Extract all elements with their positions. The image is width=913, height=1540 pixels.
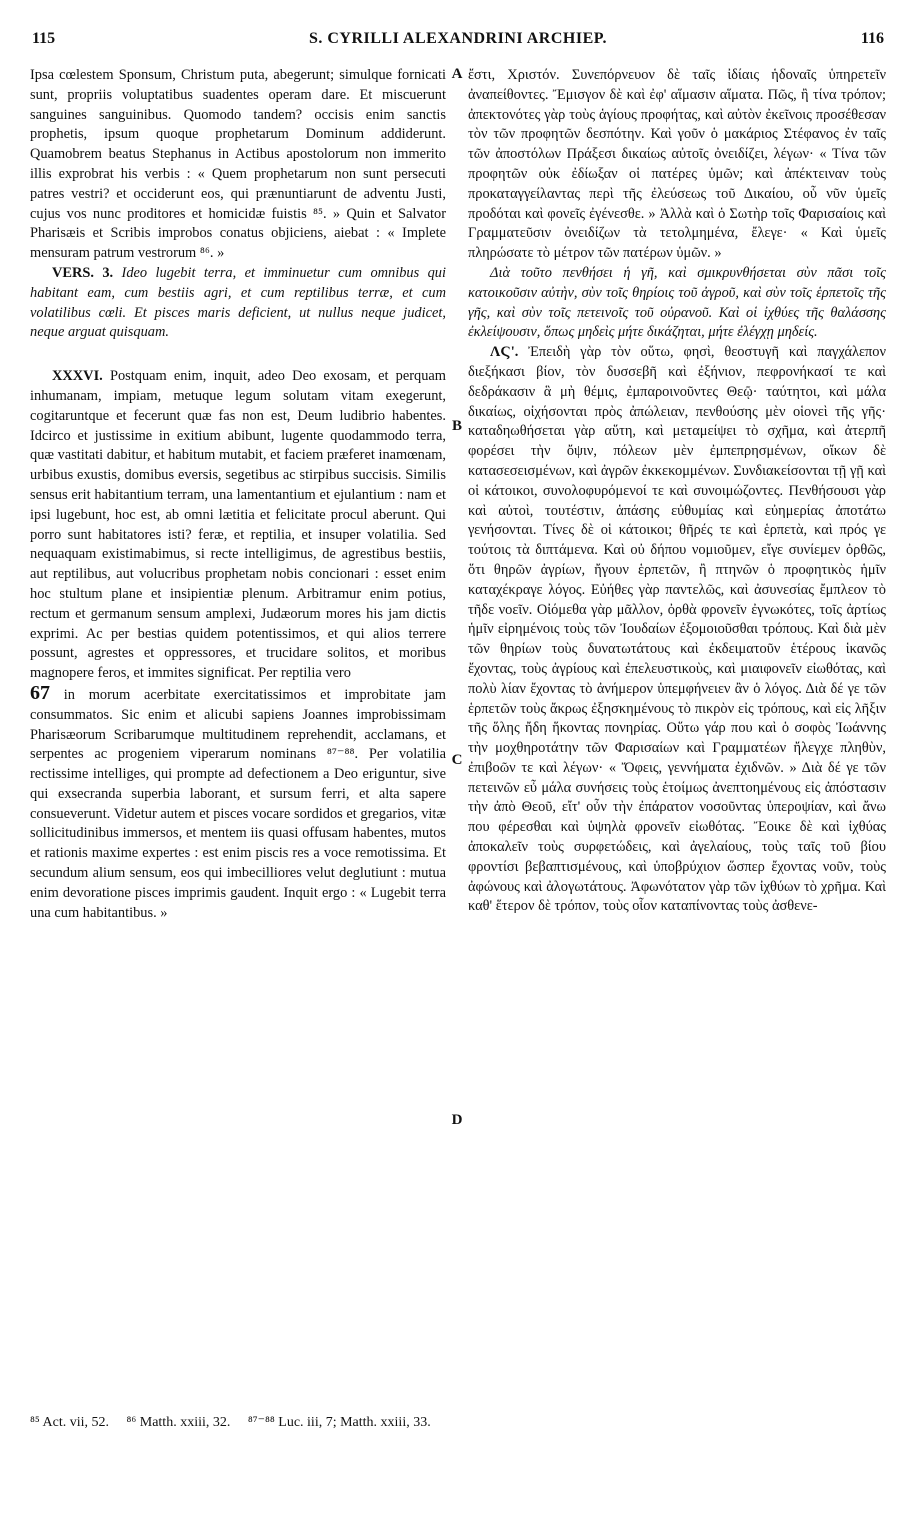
footnote-87-88: ⁸⁷⁻⁸⁸ Luc. iii, 7; Matth. xxiii, 33. [247,1415,431,1430]
verse-label: VERS. 3. [52,264,114,281]
verse-text-latin: Ideo lugebit terra, et imminuetur cum omnibus qui habitant eam, cum bestiis agri, et cum reptilibus terræ, et cum volatilibus cœli. Et pisces maris deficient, ut nullus neque judicet, neque arguat quisquam. [30,264,446,341]
footnote-86: ⁸⁶ Matth. xxiii, 32. [126,1415,231,1430]
greek-section-36 [468,343,886,917]
latin-column [30,66,446,1396]
running-header [32,30,884,58]
column-number: 67 [30,681,50,704]
margin-letter-a: A [451,66,463,82]
latin-verse [30,264,446,343]
running-title: S. CYRILLI ALEXANDRINI ARCHIEP. [308,30,608,47]
section-number-greek: ΛϚ'. [490,344,519,361]
latin-paragraph-1: Ipsa cœlestem Sponsum, Christum puta, abegerunt; simulque fornicati sunt, propriis voluptatibus suadentes operam dare. Et miscuerunt sanguines sanguinibus. Quomodo tandem? occisis enim sanctis prophetis, ipsum quoque prophetarum Dominum addiderunt. Quamobrem beatus Stephanus in Actibus apostolorum non immerito illis exprobrat his verbis : « Quem prophetarum non sunt persecuti patres vestri? et occiderunt eos, qui prænuntiarunt de adventu Justi, cujus vos nunc proditores et homicidæ fuistis ⁸⁵. » Quin et Salvator Pharisæis et Scribis improbos conatus objiciens, aiebat : « Implete mensuram patrum vestrorum ⁸⁶. » [30,67,446,262]
margin-letter-d: D [451,1112,463,1128]
page-number-left: 115 [32,30,56,47]
margin-letter-c: C [451,752,463,768]
verse-text-greek: Διὰ τοῦτο πενθήσει ἡ γῆ, καὶ σμικρυνθήσεται σὺν πᾶσι τοῖς κατοικοῦσιν αὐτὴν, σὺν τοῖς θηρίοις τοῦ ἀγροῦ, καὶ σὺν τοῖς ἑρπετοῖς τῆς γῆς, καὶ σὺν τοῖς πετεινοῖς τοῦ οὐρανοῦ. Καὶ οἱ ἰχθύες τῆς θαλάσσης ἐκλείψουσιν, ὅπως μηδεὶς μήτε δικάζηται, μήτε ἐλέγχῃ μηδείς. [468,264,886,341]
latin-paragraph-2: Postquam enim, inquit, adeo Deo exosam, et perquam inhumanam, impiam, metuque legum solutam vitam exegerunt, cogitaruntque et fecerunt quæ fas non est, Deum ludibrio habentes. Idcirco et justissime in exitium abibunt, lugente quodammodo terra, quæ vastitati dabitur, et habitum mutabit, et faciem præferet inamœnam, urbibus exustis, domibus eversis, segetibus ac stirpibus succisis. Similis sensus erit habitantium terram, una lamentantium et ejulantium : nam et ipsi lugebunt, hoc est, ab omni lætitia et felicitate procul aberunt. Qui porro sunt habitatores isti? feræ, et reptilia, et insuper volatilia. Sed nequaquam existimabimus, si recte intelligimus, de agrestibus bestiis, aut reptilibus, aut volucribus prophetam nobis concionari : esset enim hoc stultum plane et insipientiæ plenum. Arbitramur enim potius, rectum et germanum sensum amplexi, Judæorum mores his jam dictis exprimi. Ac per bestias quidem potentissimos, et qui alios terrere possunt, agrestes et oppressores, et trucidare solitos, et moribus magnopere feros, et immites significat. Per reptilia vero [30,368,446,682]
margin-letter-b: B [451,418,462,434]
page-number-right: 116 [860,30,884,47]
greek-paragraph-1: ἔστι, Χριστόν. Συνεπόρνευον δὲ ταῖς ἰδίαις ἡδοναῖς ὑπηρετεῖν ἀναπείθοντες. Ἔμισγον δὲ καὶ ἐφ' αἵμασιν αἵματα. Πῶς, ἢ τίνα τρόπον; ἀπεκτονότες γὰρ τοὺς ἁγίους προφήτας, καὶ αὐτὸν ἐκεῖνοις προσέθεσαν τὸν τῶν προφητῶν δεσπότην. Καὶ γοῦν ὁ μακάριος Στέφανος ἐν ταῖς τῶν ἀποστόλων Πράξεσι δικαίως αὐτοῖς ὀνειδίζει, λέγων· « Τίνα τῶν προφητῶν οὐκ ἐδίωξαν οἱ πατέρες ὑμῶν; καὶ ἀπέκτειναν τοὺς προκαταγγείλαντας περὶ τῆς ἐλεύσεως τοῦ Δικαίου, οὗ νῦν ὑμεῖς προδόται καὶ φονεῖς ἐγένεσθε. » Ἀλλὰ καὶ ὁ Σωτὴρ τοῖς Φαρισαίοις καὶ Γραμματεῦσιν ὀνειδίζων τὰ τετολμημένα, ἔλεγε· « Καὶ ὑμεῖς πληρώσατε τὸ μέτρον τῶν πατέρων ὑμῶν. » [468,67,886,262]
latin-paragraph-3: in morum acerbitate exercitatissimos et improbitate jam consummatos. Sic enim et alicubi sapiens Joannes improbissimam Pharisæorum Scribarumque multitudinem reprehendit, acclamans, et serpentes ac progeniem viperarum nominans ⁸⁷⁻⁸⁸. Per volatilia rectissime intelliges, qui prompte ad defectionem a Deo eriguntur, sive qui exsecranda superbia laborant, et sursum ferri, et alta sapere consueverunt. Videtur autem et pisces vocare sordidos et gregarios, vitæ sollicitudinibus immersos, et mentem iis quasi offusam habentes, mutos et rationis maxime expertes : est enim piscis res a voce remotissima. Et secundum alium sensum, eos qui imbecilliores velut deglutiunt : mutua enim devoratione pisces imprimis gaudent. Inquit ergo : « Lugebit terra una cum habitantibus. » [30,686,446,921]
section-number-latin: XXXVI. [52,368,103,385]
greek-column [468,66,886,1396]
footnotes [30,1414,890,1431]
latin-section-36 [30,367,446,684]
latin-continuation [30,681,446,924]
footnote-85: ⁸⁵ Act. vii, 52. [30,1415,109,1430]
greek-paragraph-2: Ἐπειδὴ γὰρ τὸν οὕτω, φησὶ, θεοστυγῆ καὶ παγχάλεπον διεξήκασι βίον, τὸν δυσσεβῆ καὶ ἐξήνιον, πεφρονήκασί τε καὶ δεδράκασιν ἃ μὴ θέμις, ἐμπαροινοῦντες Θεῷ· ταύτητοι, καὶ μάλα δικαίως, οἰχήσονται πρὸς ἀπώλειαν, πενθούσης μὲν οἱονεὶ τῆς γῆς· καταδηωθήσεται γὰρ αὕτη, καὶ μεταμείψει τὸ σχῆμα, καὶ ἀτερπῆ φορέσει τὴν ὄψιν, πόλεων μὲν ἐμπεπρησμένων, οἴκων δὲ κατασεσεισμένων, καὶ ἀγρῶν ἐκκεκομμένων. Συνδιακείσονται τῇ γῇ καὶ οἱ κάτοικοι, συνολοφυρόμενοί τε καὶ συνοιμώζοντες. Πενθήσουσι γὰρ καὶ αὐτοὶ, τουτέστιν, ἁπάσης εὐθυμίας καὶ εὐημερίας ἀποτάτω γενήσονται. Τίνες δὲ οἱ κάτοικοι; θῆρές τε καὶ ἑρπετὰ, καὶ πρός γε τούτοις τὰ διπτάμενα. Καὶ οὐ δήπου νομιοῦμεν, εἴγε συνίεμεν ὀρθῶς, ὅτι θηρῶν ἀγρίων, ἤγουν ἑρπετῶν, ἢ πτηνῶν ὁ προφητικὸς ἡμῖν καταχέκραγε λόγος. Εὐήθες γὰρ παντελῶς, καὶ ἀσυνεσίας ἔμπλεον τὸ τῆδε νοεῖν. Οἰόμεθα γὰρ μᾶλλον, ὀρθὰ φρονεῖν ἐγνωκότες, τοῖς ἀρτίως ἡμῖν εἰρημένοις τοὺς τῶν Ἰουδαίων ἐξομοιοῦσθαι τρόπους. Καὶ διὰ μὲν τῶν θηρίων τοὺς δυνατωτάτους καὶ ἐκδειματοῦν ἑτέρους ἱκανῶς ἔχοντας, τοὺς ἀγρίους καὶ ἐπελευστικοὺς, καὶ μιαιφονεῖν εἰωθότας, καὶ πολὺ λίαν ἔχοντας τὸ ἀνήμερον ὑπεμφήνειεν ἂν ὁ λόγος. Διὰ δέ γε τῶν ἑρπετῶν τοὺς ἄκρως ἐξησκημένους τὸ πικρὸν εἰς τρόπους, καὶ εἰς λῆξιν τῆς ὅλης ἤδη ἥκοντας πονηρίας. Οὕτω γάρ που καὶ ὁ σοφὸς Ἰωάννης τὴν μοχθηροτάτην τῶν Φαρισαίων καὶ Γραμματέων ἤλεγχε πληθὺν, ἐπιβοῶν τε καὶ λέγων· « Ὄφεις, γεννήματα ἐχιδνῶν. » Διὰ δέ γε τῶν πετεινῶν εὖ μάλα συνήσεις τοὺς ἑτοίμως ἀνεπτοημένους εἰς ἀπόστασιν τὴν ἀπὸ Θεοῦ, εἴτ' οὖν τὴν ἐπάρατον νοσοῦντας ὑπεροψίαν, καὶ ἄνω που φέρεσθαι καὶ ὑψηλὰ φρονεῖν εἰωθότας. Ἔοικε δὲ καὶ ἰχθύας ἀποκαλεῖν τοὺς συρφετώδεις, καὶ ἀγελαίους, τοὺς ταῖς τοῦ βίου φροντίσι βεβαπτισμένους, καὶ ὑποβρύχιον ὥσπερ ἔχοντας νοῦν, τοὺς ἀφώνους καὶ ἀλογωτάτους. Ἀφωνότατον γὰρ τῶν ἰχθύων τὸ χρῆμα. Καὶ καθ' ἕτερον δὲ τρόπον, τοὺς οἷον καταπίνοντας τοὺς ἀσθενε- [468,344,886,915]
